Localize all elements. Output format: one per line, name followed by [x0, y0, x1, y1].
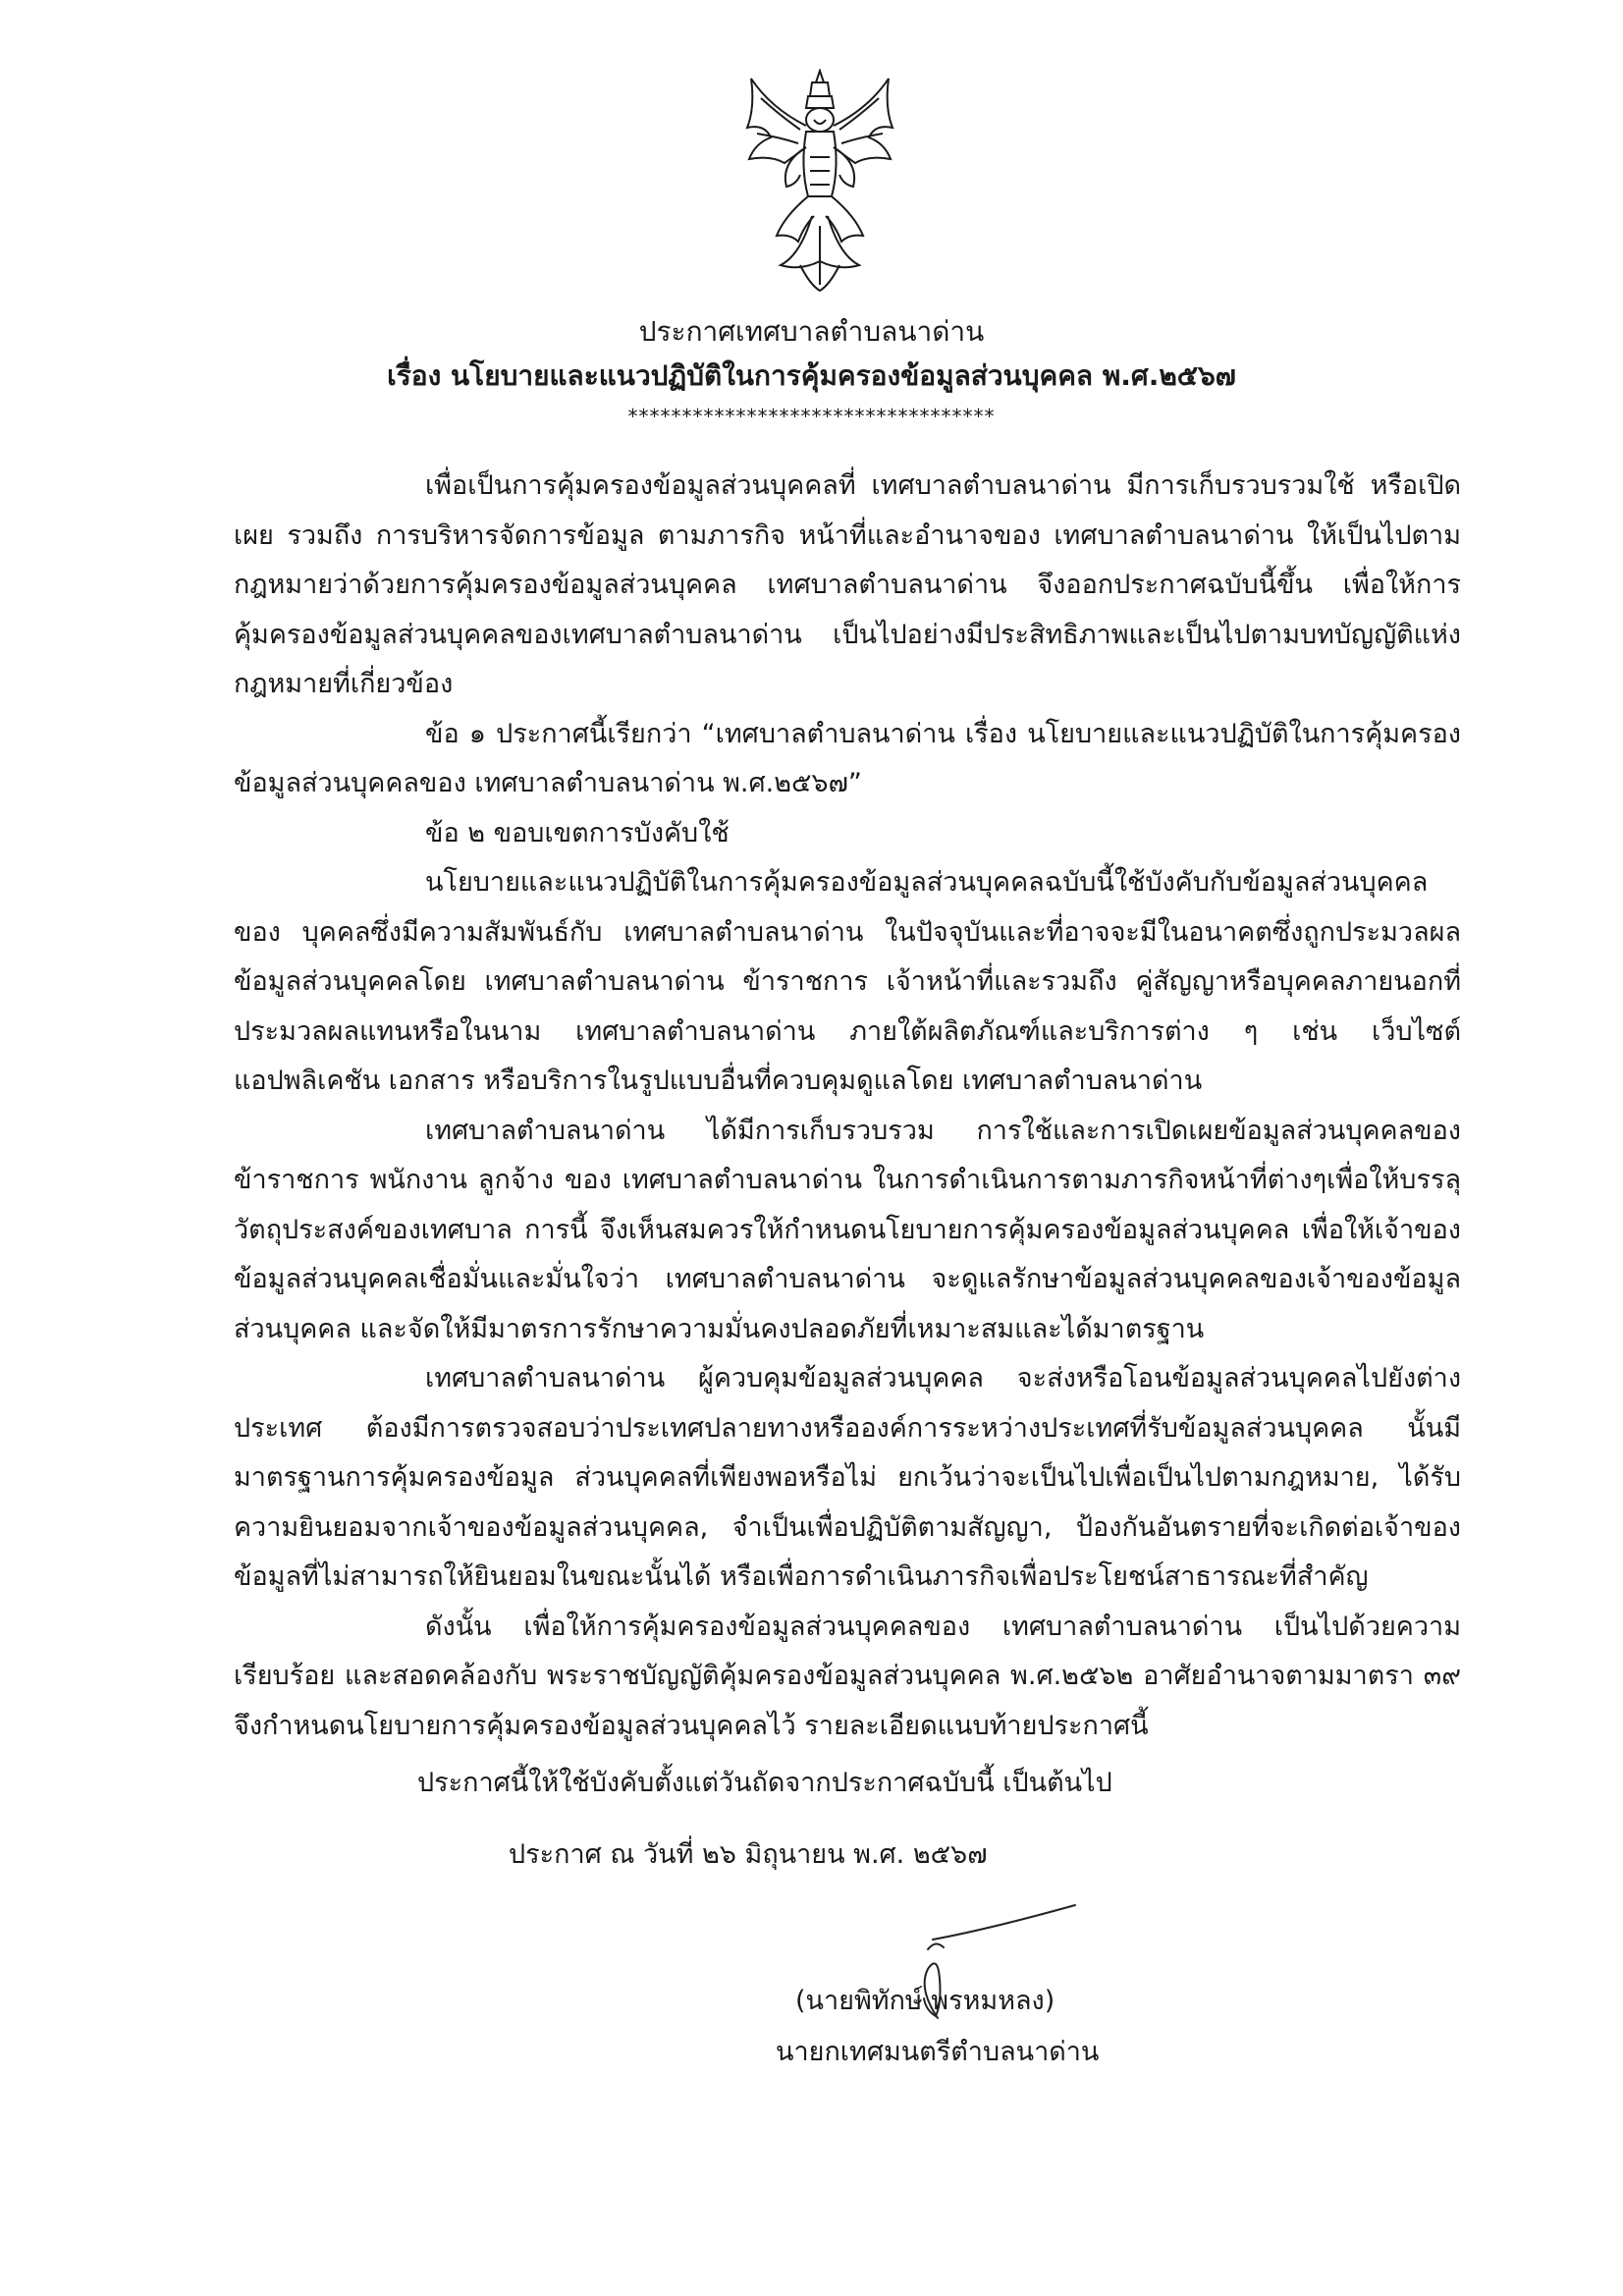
paragraph-transfer: เทศบาลตำบลนาด่าน ผู้ควบคุมข้อมูลส่วนบุคคล จะส่งหรือโอนข้อมูลส่วนบุคคลไปยังต่างประเทศ ต้องมีการตรวจสอบว่าประเทศปลายทางหรือองค์การระหว่างประเทศที่รับข้อมูลส่วนบุคคล นั้นมีมาตรฐานการคุ้มครองข้อมูล ส่วนบุคคลที่เพียงพอหรือไม่ ยกเว้นว่าจะเป็นไปเพื่อเป็นไปตามกฎหมาย, ได้รับความยินยอมจากเจ้าของข้อมูลส่วนบุคคล, จำเป็นเพื่อปฏิบัติตามสัญญา, ป้องกันอันตรายที่จะเกิดต่อเจ้าของข้อมูลที่ไม่สามารถให้ยินยอมในขณะนั้นได้ หรือเพื่อการดำเนินภารกิจเพื่อประโยชน์สาธารณะที่สำคัญ	[234, 1363, 1461, 1592]
paragraph-intro: เพื่อเป็นการคุ้มครองข้อมูลส่วนบุคคลที่ เทศบาลตำบลนาด่าน มีการเก็บรวบรวมใช้ หรือเปิดเผย รวมถึง การบริหารจัดการข้อมูล ตามภารกิจ หน้าที่และอำนาจของ เทศบาลตำบลนาด่าน ให้เป็นไปตามกฎหมายว่าด้วยการคุ้มครองข้อมูลส่วนบุคคล เทศบาลตำบลนาด่าน จึงออกประกาศฉบับนี้ขึ้น เพื่อให้การคุ้มครองข้อมูลส่วนบุคคลของเทศบาลตำบลนาด่าน เป็นไปอย่างมีประสิทธิภาพและเป็นไปตามบทบัญญัติแห่งกฎหมายที่เกี่ยวข้อง	[234, 470, 1461, 699]
announcement-date: ประกาศ ณ วันที่ ๒๖ มิถุนายน พ.ศ. ๒๕๖๗	[509, 1839, 988, 1870]
paragraph-collection: เทศบาลตำบลนาด่าน ได้มีการเก็บรวบรวม การใช้และการเปิดเผยข้อมูลส่วนบุคคลของข้าราชการ พนักงาน ลูกจ้าง ของ เทศบาลตำบลนาด่าน ในการดำเนินการตามภารกิจหน้าที่ต่างๆเพื่อให้บรรลุวัตถุประสงค์ของเทศบาล การนี้ จึงเห็นสมควรให้กำหนดนโยบายการคุ้มครองข้อมูลส่วนบุคคล เพื่อให้เจ้าของข้อมูลส่วนบุคคลเชื่อมั่นและมั่นใจว่า เทศบาลตำบลนาด่าน จะดูแลรักษาข้อมูลส่วนบุคคลของเจ้าของข้อมูลส่วนบุคคล และจัดให้มีมาตรการรักษาความมั่นคงปลอดภัยที่เหมาะสมและได้มาตรฐาน	[234, 1115, 1461, 1344]
signer-name: (นายพิทักษ์ พรหมหลง)	[795, 1986, 1055, 2016]
effective-statement: ประกาศนี้ให้ใช้บังคับตั้งแต่วันถัดจากประกาศฉบับนี้ เป็นต้นไป	[417, 1768, 1112, 1798]
clause-1: ข้อ ๑ ประกาศนี้เรียกว่า “เทศบาลตำบลนาด่าน เรื่อง นโยบายและแนวปฏิบัติในการคุ้มครองข้อมูลส่วนบุคคลของ เทศบาลตำบลนาด่าน พ.ศ.๒๕๖๗”	[234, 718, 1461, 798]
announcement-subject: เรื่อง นโยบายและแนวปฏิบัติในการคุ้มครองข้อมูลส่วนบุคคล พ.ศ.๒๕๖๗	[387, 359, 1236, 392]
signer-position: นายกเทศมนตรีตำบลนาด่าน	[776, 2037, 1100, 2067]
separator-line: **********************************	[627, 405, 996, 428]
clause-2-heading: ข้อ ๒ ขอบเขตการบังคับใช้	[425, 817, 730, 848]
paragraph-conclusion: ดังนั้น เพื่อให้การคุ้มครองข้อมูลส่วนบุคคลของ เทศบาลตำบลนาด่าน เป็นไปด้วยความเรียบร้อย และสอดคล้องกับ พระราชบัญญัติคุ้มครองข้อมูลส่วนบุคคล พ.ศ.๒๕๖๒ อาศัยอำนาจตามมาตรา ๓๙ จึงกำหนดนโยบายการคุ้มครองข้อมูลส่วนบุคคลไว้ รายละเอียดแนบท้ายประกาศนี้	[234, 1611, 1461, 1741]
garuda-emblem-icon	[741, 69, 898, 295]
paragraph-scope: นโยบายและแนวปฏิบัติในการคุ้มครองข้อมูลส่วนบุคคลฉบับนี้ใช้บังคับกับข้อมูลส่วนบุคคลของ บุคคลซึ่งมีความสัมพันธ์กับ เทศบาลตำบลนาด่าน ในปัจจุบันและที่อาจจะมีในอนาคตซึ่งถูกประมวลผลข้อมูลส่วนบุคคลโดย เทศบาลตำบลนาด่าน ข้าราชการ เจ้าหน้าที่และรวมถึง คู่สัญญาหรือบุคคลภายนอกที่ประมวลผลแทนหรือในนาม เทศบาลตำบลนาด่าน ภายใต้ผลิตภัณฑ์และบริการต่าง ๆ เช่น เว็บไซต์แอปพลิเคชัน เอกสาร หรือบริการในรูปแบบอื่นที่ควบคุมดูแลโดย เทศบาลตำบลนาด่าน	[234, 867, 1461, 1096]
announcement-body	[234, 462, 1461, 1751]
announcement-title: ประกาศเทศบาลตำบลนาด่าน	[638, 315, 985, 348]
